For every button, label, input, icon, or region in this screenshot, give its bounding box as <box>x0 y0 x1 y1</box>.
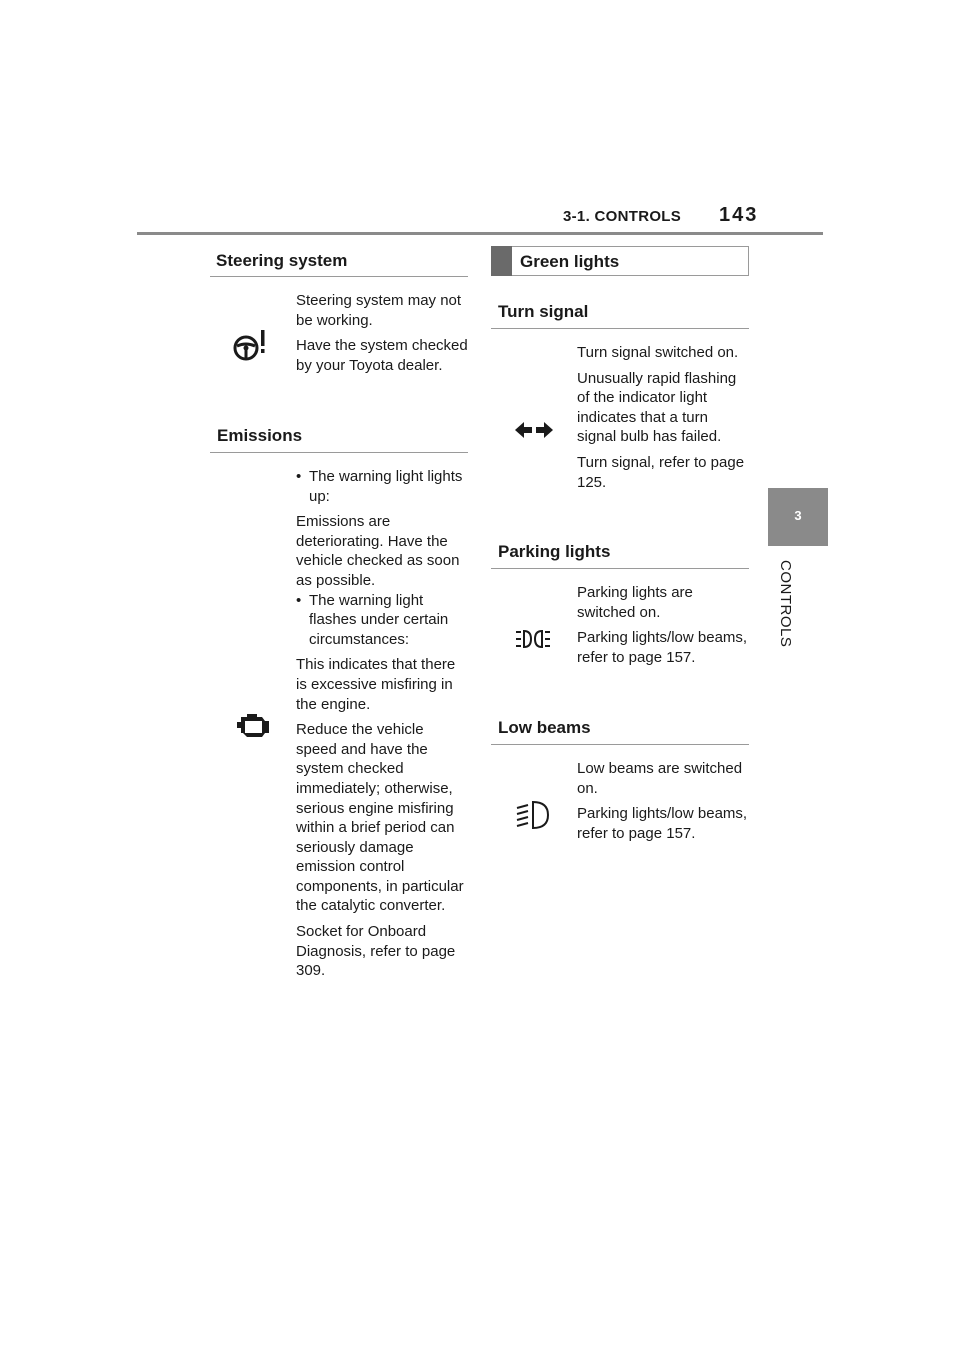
turn-signal-text <box>577 343 749 498</box>
chapter-label-text: CONTROLS <box>777 560 794 648</box>
green-lights-heading <box>491 246 749 276</box>
turn-signal-icon <box>515 420 553 440</box>
emissions-text-3: Reduce the vehicle speed and have the system checked immediately; otherwise, serious engine misfiring within a brief period can seriously damage emission control components, in particular the catalytic converter. <box>296 721 464 915</box>
turn-text-1: Turn signal switched on. <box>577 344 739 361</box>
emissions-bullet-2: • The warning light flashes under certain circumstances: <box>296 591 468 650</box>
engine-check-icon <box>235 713 271 739</box>
steering-warning-icon <box>232 328 270 362</box>
emissions-text-2: This indicates that there is excessive misfiring in the engine. <box>296 656 456 713</box>
emissions-bullet-1: • The warning light lights up: <box>296 467 468 506</box>
low-beam-icon <box>515 799 551 831</box>
emissions-title: Emissions <box>217 426 303 445</box>
emissions-text-1: Emissions are deteriorating. Have the vehicle checked as soon as possible. <box>296 513 460 589</box>
low-beams-rule <box>491 744 749 745</box>
green-lights-bar <box>491 246 512 276</box>
turn-signal-rule <box>491 328 749 329</box>
parking-text-2: Parking lights/low beams, refer to page 157. <box>577 629 748 666</box>
parking-lights-rule <box>491 568 749 569</box>
green-lights-title: Green lights <box>520 252 620 271</box>
header-rule <box>137 232 823 235</box>
steering-system-heading <box>210 246 468 277</box>
steering-system-title: Steering system <box>216 251 348 270</box>
chapter-label <box>772 560 794 660</box>
steering-system-text <box>296 291 468 381</box>
section-header: 3-1. CONTROLS <box>563 208 682 225</box>
steering-text-1: Steering system may not be working. <box>296 292 462 329</box>
steering-text-2: Have the system checked by your Toyota dealer. <box>296 337 468 374</box>
chapter-number: 3 <box>794 508 802 523</box>
low-beams-title: Low beams <box>498 718 591 737</box>
parking-lights-title: Parking lights <box>498 542 611 561</box>
turn-text-3: Turn signal, refer to page 125. <box>577 453 745 491</box>
parking-lights-icon <box>515 628 551 650</box>
parking-lights-text <box>577 583 749 673</box>
low-text-2: Parking lights/low beams, refer to page 157. <box>577 805 748 842</box>
low-beams-text <box>577 759 749 849</box>
emissions-rule <box>210 452 468 453</box>
emissions-text-4: Socket for Onboard Diagnosis, refer to page 309. <box>296 923 456 980</box>
turn-signal-title: Turn signal <box>498 302 589 321</box>
turn-text-2: Unusually rapid flashing of the indicator light indicates that a turn signal bulb has failed. <box>577 369 737 446</box>
page-number: 143 <box>719 204 759 226</box>
parking-text-1: Parking lights are switched on. <box>577 584 693 621</box>
emissions-text <box>296 467 468 987</box>
low-text-1: Low beams are switched on. <box>577 760 743 797</box>
